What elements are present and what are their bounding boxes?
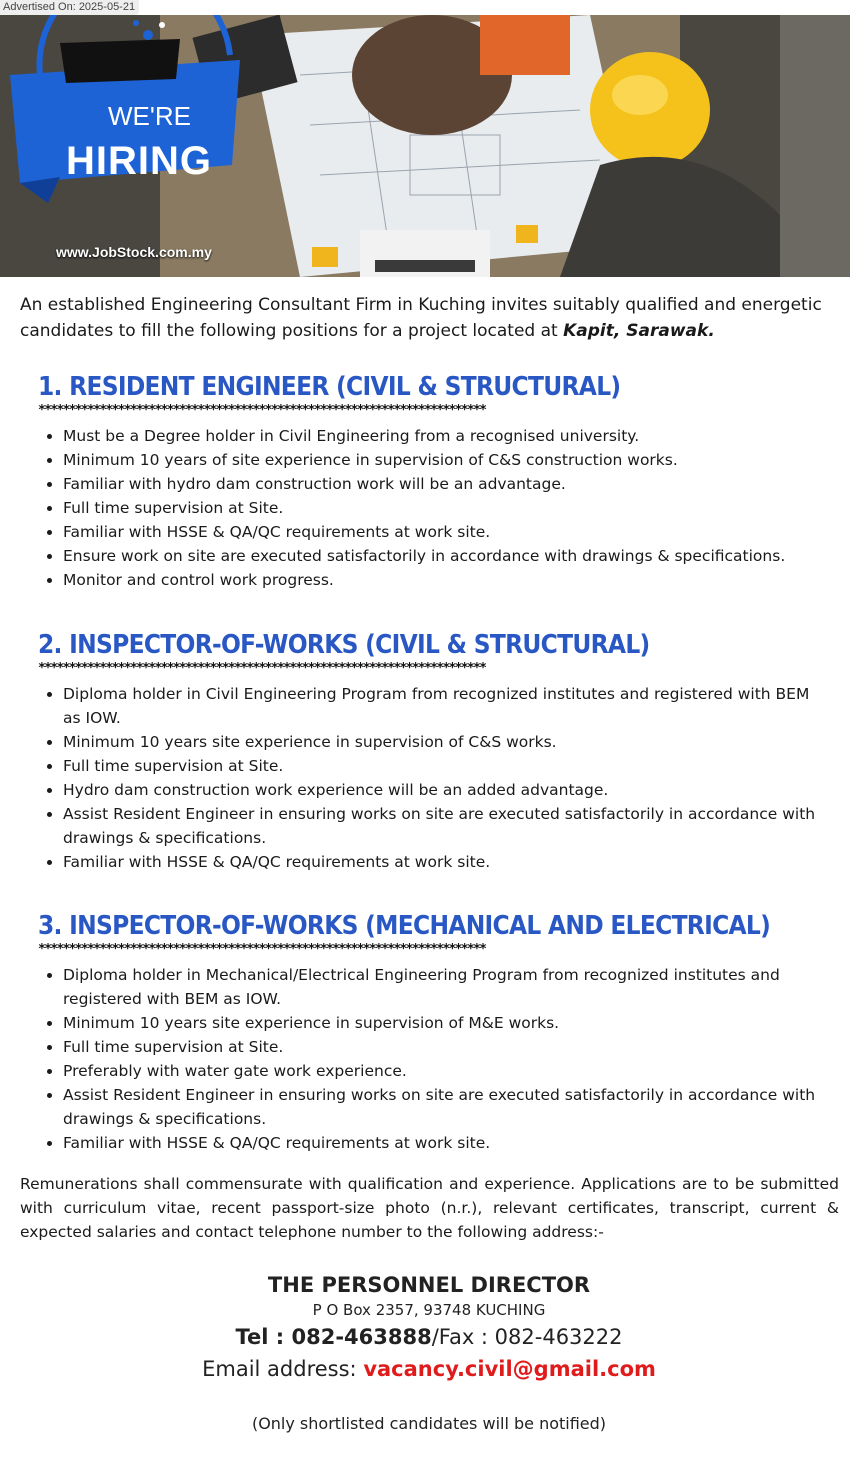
list-item: • Familiar with HSSE & QA/QC requirements at work site. bbox=[63, 850, 828, 874]
intro-paragraph bbox=[20, 292, 835, 344]
contact-address: P O Box 2357, 93748 KUCHING bbox=[312, 1301, 546, 1319]
job-section-3 bbox=[38, 909, 828, 1155]
list-item: • Full time supervision at Site. bbox=[63, 754, 828, 778]
list-item: • Familiar with HSSE & QA/QC requirements at work site. bbox=[63, 1131, 828, 1155]
email-label: Email address: bbox=[202, 1357, 364, 1381]
list-item: • Full time supervision at Site. bbox=[63, 496, 828, 520]
fax-label: /Fax : bbox=[431, 1325, 495, 1349]
list-item: • Diploma holder in Mechanical/Electrical Engineering Program from recognized institutes and registered with BEM as IOW. bbox=[63, 963, 828, 1011]
job-section-2 bbox=[38, 628, 828, 874]
contact-block bbox=[0, 1270, 850, 1436]
fax-number: 082-463222 bbox=[494, 1325, 623, 1349]
list-item: • Full time supervision at Site. bbox=[63, 1035, 828, 1059]
tel-number[interactable]: 082-463888 bbox=[291, 1325, 432, 1349]
list-item: • Preferably with water gate work experience. bbox=[63, 1059, 828, 1083]
job-title: 1. RESIDENT ENGINEER (CIVIL & STRUCTURAL) bbox=[38, 372, 621, 402]
tel-label: Tel : bbox=[235, 1325, 292, 1349]
job-requirements bbox=[38, 682, 828, 874]
separator: ************************************************************************* bbox=[38, 943, 486, 957]
badge-hiring-text: HIRING bbox=[66, 139, 212, 183]
hero-banner bbox=[0, 15, 850, 277]
email-link[interactable]: vacancy.civil@gmail.com bbox=[363, 1357, 656, 1381]
list-item: • Familiar with hydro dam construction work will be an advantage. bbox=[63, 472, 828, 496]
shortlist-note: (Only shortlisted candidates will be notified) bbox=[251, 1414, 607, 1433]
separator: ************************************************************************* bbox=[38, 404, 486, 418]
list-item: • Minimum 10 years of site experience in supervision of C&S construction works. bbox=[63, 448, 828, 472]
job-title: 3. INSPECTOR-OF-WORKS (MECHANICAL AND ELECTRICAL) bbox=[38, 911, 771, 941]
list-item: • Assist Resident Engineer in ensuring works on site are executed satisfactorily in accordance with drawings & specifications. bbox=[63, 1083, 828, 1131]
job-section-1 bbox=[38, 370, 828, 592]
list-item: • Diploma holder in Civil Engineering Program from recognized institutes and registered with BEM as IOW. bbox=[63, 682, 828, 730]
separator: ************************************************************************* bbox=[38, 662, 486, 676]
badge-were-text: WE'RE bbox=[108, 101, 191, 131]
intro-location: Kapit, Sarawak bbox=[563, 321, 709, 341]
advertised-date: Advertised On: 2025-05-21 bbox=[0, 0, 139, 15]
list-item: • Minimum 10 years site experience in supervision of M&E works. bbox=[63, 1011, 828, 1035]
list-item: • Hydro dam construction work experience will be an added advantage. bbox=[63, 778, 828, 802]
contact-title: THE PERSONNEL DIRECTOR bbox=[267, 1273, 591, 1297]
list-item: • Assist Resident Engineer in ensuring works on site are executed satisfactorily in accordance with drawings & specifications. bbox=[63, 802, 828, 850]
list-item: • Familiar with HSSE & QA/QC requirements at work site. bbox=[63, 520, 828, 544]
contact-email bbox=[0, 1354, 850, 1384]
contact-phone-fax bbox=[0, 1320, 850, 1354]
job-requirements bbox=[38, 424, 828, 592]
list-item: • Minimum 10 years site experience in supervision of C&S works. bbox=[63, 730, 828, 754]
job-title: 2. INSPECTOR-OF-WORKS (CIVIL & STRUCTURAL) bbox=[38, 630, 650, 660]
list-item: • Monitor and control work progress. bbox=[63, 568, 828, 592]
list-item: • Must be a Degree holder in Civil Engineering from a recognised university. bbox=[63, 424, 828, 448]
job-requirements bbox=[38, 963, 828, 1155]
intro-text: An established Engineering Consultant Firm in Kuching invites suitably qualified and energetic candidates to fill the following positions for a project located at bbox=[20, 295, 822, 341]
remuneration-paragraph: Remunerations shall commensurate with qualification and experience. Applications are to be submitted with curriculum vitae, recent passport-size photo (n.r.), relevant certificates, transcript, current & expected salaries and contact telephone number to the following address:- bbox=[20, 1175, 839, 1241]
intro-end: . bbox=[708, 321, 715, 341]
list-item: • Ensure work on site are executed satisfactorily in accordance with drawings & specifications. bbox=[63, 544, 828, 568]
website-link[interactable]: www.JobStock.com.my bbox=[56, 244, 212, 260]
